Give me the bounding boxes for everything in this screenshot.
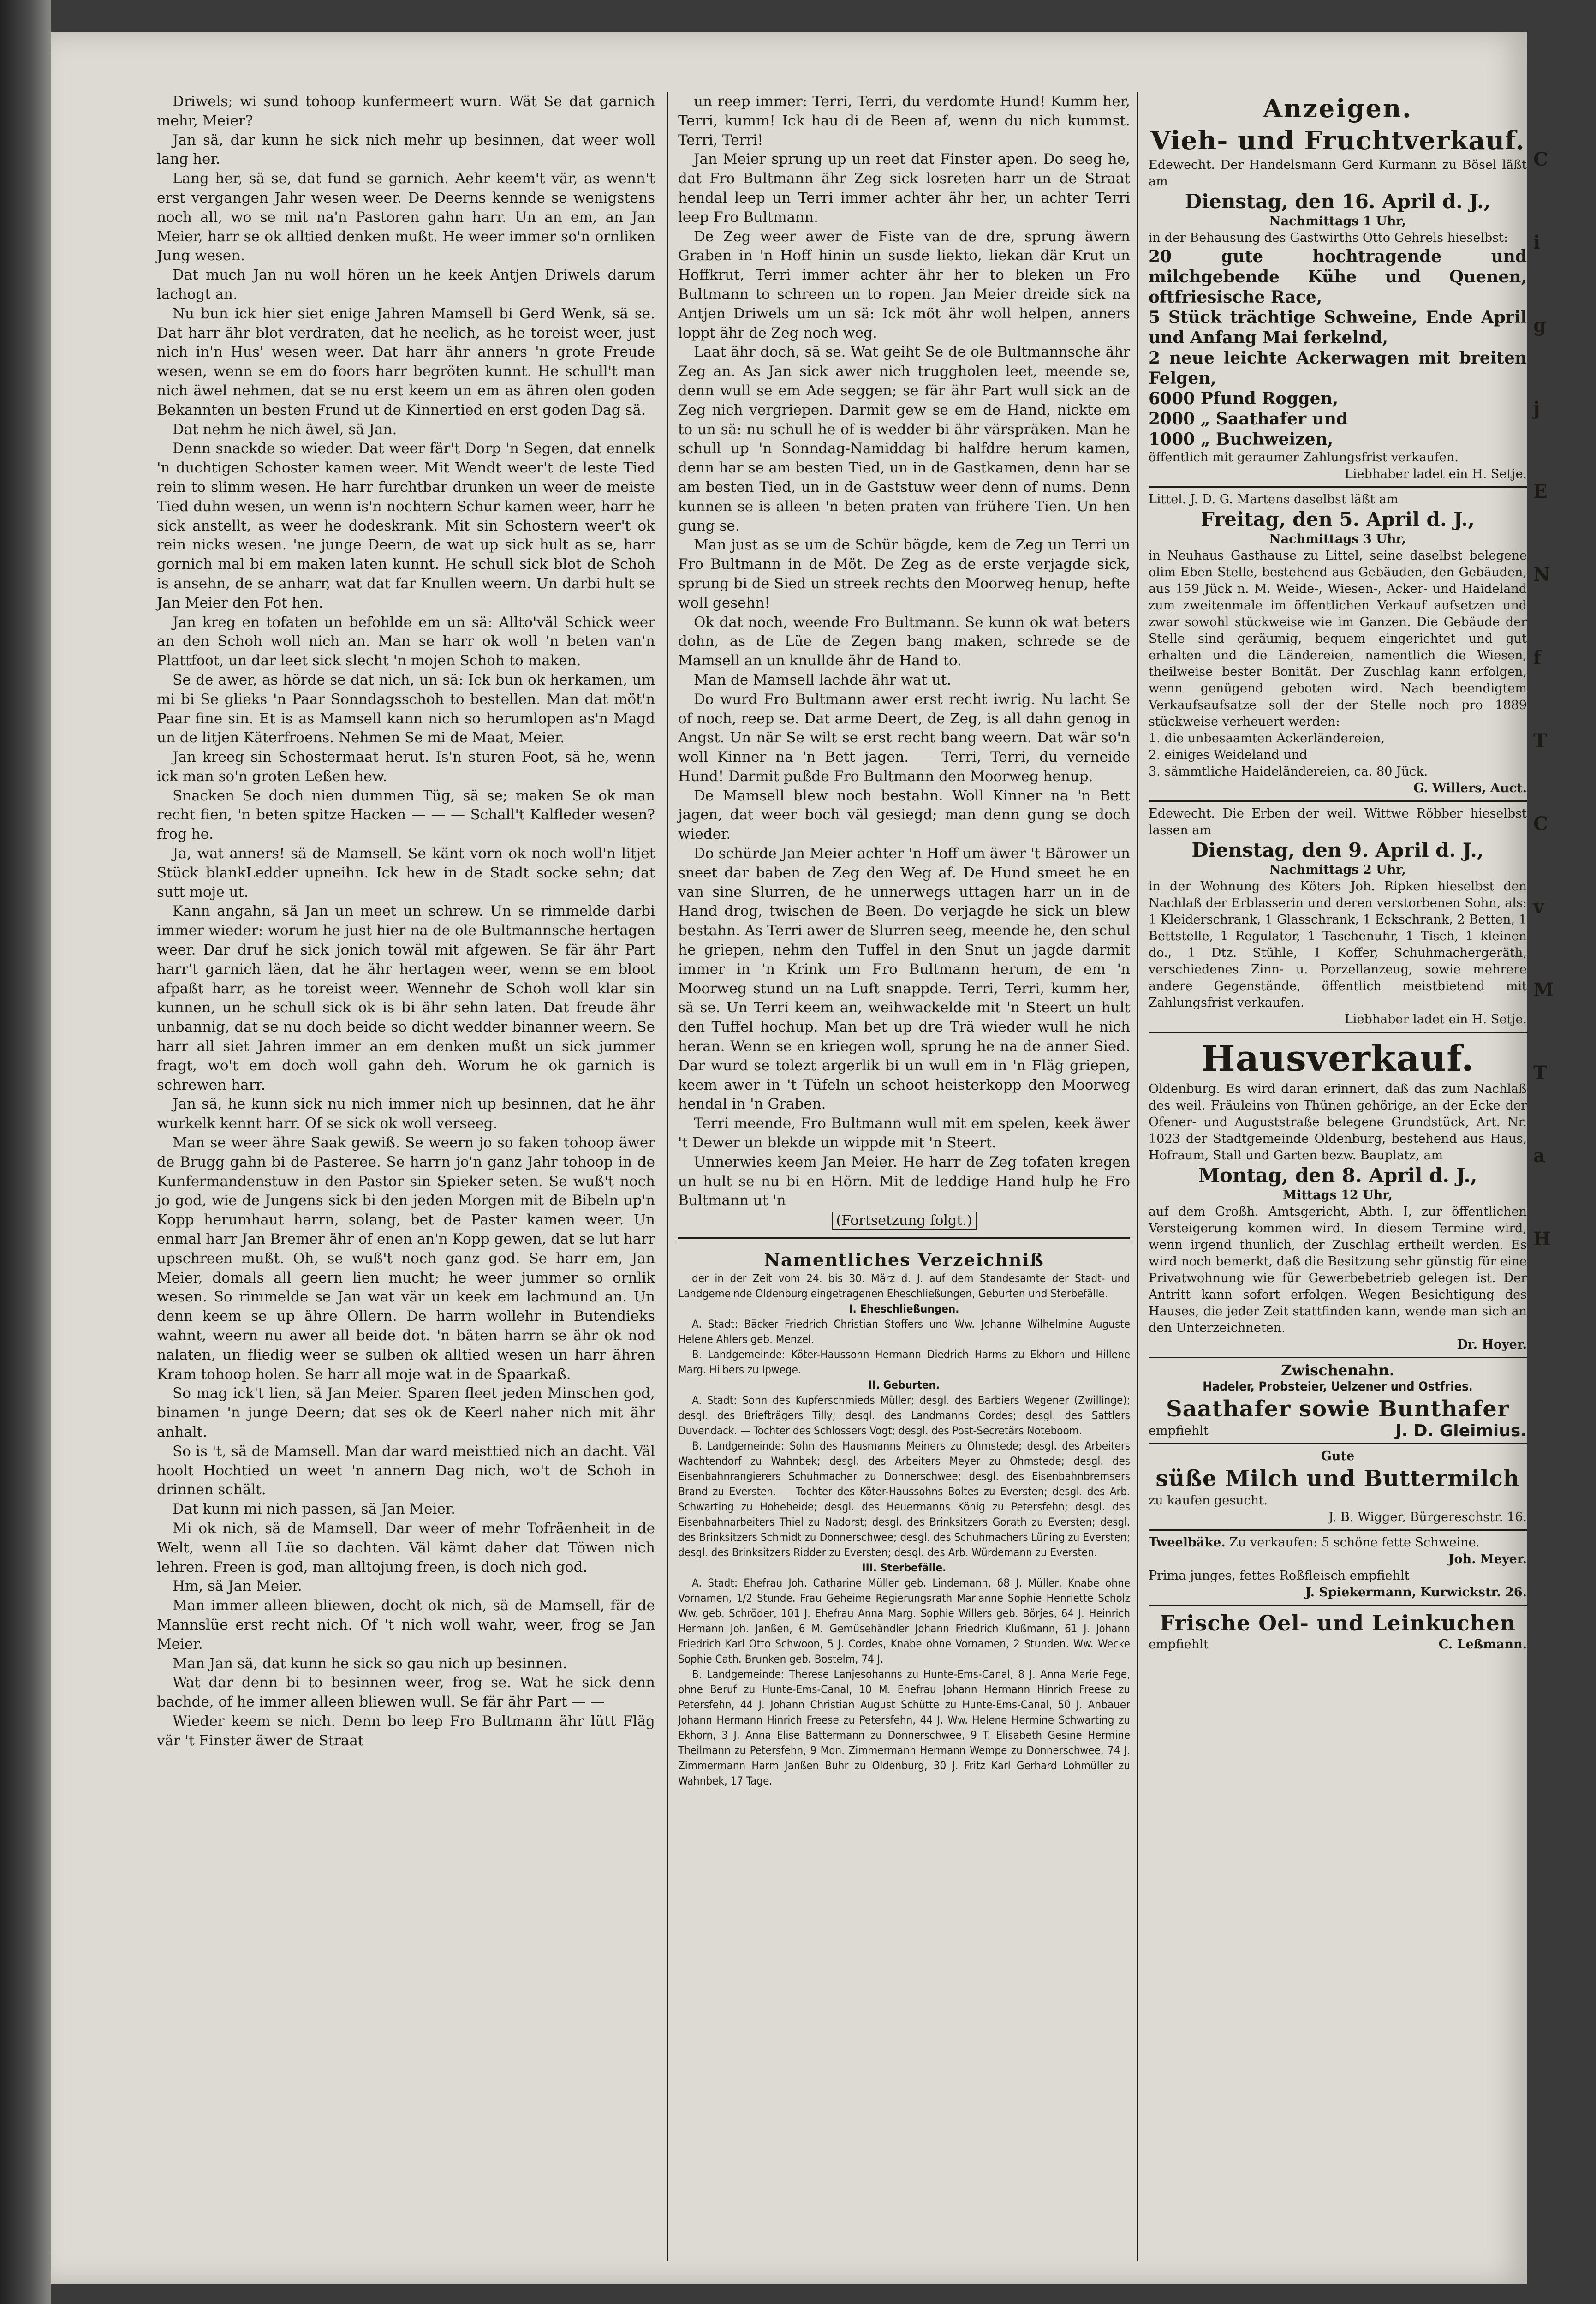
ad-pigs [1149, 1534, 1527, 1568]
ad-pigs-text: Zu verkaufen: 5 schöne fette Schweine. [1229, 1535, 1480, 1550]
column-rule [667, 92, 668, 2261]
ad-estate-auction [1149, 806, 1527, 1028]
ad-oilcake-title: Frische Oel- und Leinkuchen [1159, 1611, 1516, 1635]
ad-horsemeat-body: Prima junges, fettes Roßfleisch empfiehlt [1149, 1569, 1410, 1583]
newspaper-page [51, 32, 1554, 2284]
ad-oats-rec: empfiehlt [1149, 1424, 1209, 1438]
ad-milk-sign: J. B. Wigger, Bürgereschstr. 16. [1328, 1510, 1527, 1524]
edge-fragment: T [1533, 1062, 1547, 1084]
ad-livestock-sign: Liebhaber ladet ein H. Setje. [1344, 467, 1527, 481]
edge-fragment: f [1533, 647, 1542, 669]
ad-separator [1149, 1529, 1527, 1531]
book-gutter [0, 0, 51, 2304]
register-title: Namentliches Verzeichniß [764, 1249, 1044, 1271]
ad-oats [1149, 1362, 1527, 1439]
ad-livestock-item: 2000 „ Saathafer und [1149, 409, 1348, 429]
ad-oilcake-sign: C. Leßmann. [1438, 1637, 1527, 1652]
ad-separator [1149, 1443, 1527, 1444]
ad-pigs-sign: Joh. Meyer. [1448, 1552, 1527, 1566]
story-paragraph: Wieder keem se nich. Denn bo leep Fro Bultmann ähr lütt Fläg vär 't Finster äwer de Straat [157, 1713, 655, 1749]
edge-fragment: C [1533, 149, 1548, 170]
ad-estate-intro: Edewecht. Die Erben der weil. Wittwe Röbber hieselbst lassen am [1149, 806, 1527, 837]
ad-separator [1149, 1357, 1527, 1358]
next-page-edge [1531, 92, 1596, 2261]
ad-house-body2: auf dem Großh. Amtsgericht, Abth. I, zur öffentlichen Versteigerung kommen wird. In diesem Termine wird, wenn irgend thunlich, der Zuschlag ertheilt werden. Es wird noch bemerkt, daß die Besitzung sehr günstig für eine Privatwohnung wie für Gewerbebetrieb gelegen ist. Der Antritt kann sofort erfolgen. Wegen Besichtigung des Hauses, die jeder Zeit stattfinden kann, wende man sich an den Unterzeichneten. [1149, 1205, 1527, 1335]
register-entry: A. Stadt: Sohn des Kupferschmieds Müller; desgl. des Barbiers Wegener (Zwillinge); desgl. des Briefträgers Tilly; desgl. des Landmanns Cordes; desgl. des Sattlers Duvendack. — Tochter des Schlossers Vogt; desgl. des Post-Secretärs Noteboom. [678, 1394, 1130, 1438]
story-paragraph: Ja, wat anners! sä de Mamsell. Se känt vorn ok noch woll'n litjet Stück blankLedder upneihn. Ick hew in de Stadt socke sehn; dat sutt moje ut. [157, 845, 655, 901]
story-column-1 [157, 92, 655, 2261]
story-paragraph: Man just as se um de Schür bögde, kem de Zeg un Terri un Fro Bultmann in de Möt. De Zeg as de erste verjagde sick, sprung bi de Sied un streek rechts den Moorweg henup, hefte woll gesehn! [678, 537, 1130, 611]
story-paragraph: Dat nehm he nich äwel, sä Jan. [173, 421, 397, 438]
story-paragraph: Jan sä, he kunn sick nu nich immer nich up besinnen, dat he ähr wurkelk kennt harr. Of se sick ok woll verseeg. [157, 1096, 655, 1132]
edge-fragment: g [1533, 315, 1546, 336]
story-paragraph: Do wurd Fro Bultmann awer erst recht iwrig. Nu lacht Se of noch, reep se. Dat arme Deert, de Zeg, is all dahn genog in Angst. Un när Se wilt se erst recht bang weern. Dat wär so'n woll Kinner na 'n Bett jagen. — Terri, Terri, du verneide Hund! Darmit pußde Fro Bultmann den Moorweg henup. [678, 691, 1130, 785]
ad-house-date: Montag, den 8. April d. J., [1198, 1164, 1477, 1187]
story-paragraph: Ok dat noch, weende Fro Bultmann. Se kunn ok wat beters dohn, as de Lüe de Zegen bang maken, schrede se de Mamsell an un knullde ähr de Hand to. [678, 614, 1130, 669]
ad-horsemeat-sign: J. Spiekermann, Kurwickstr. 26. [1305, 1585, 1527, 1600]
edge-fragment: H [1533, 1228, 1551, 1250]
ad-oats-sign: J. D. Gleimius. [1395, 1421, 1527, 1440]
ads-heading: Anzeigen. [1263, 94, 1412, 123]
story-paragraph: Laat ähr doch, sä se. Wat geiht Se de ole Bultmannsche ähr Zeg an. As Jan sick awer nich truggholen leet, meende se, denn wull se em Ade seggen; se fär ähr Part wull sick an de Zeg nich vergriepen. Darmit gew se em de Hand, nickte em to un sä: nu schull he of is wedder bi ähr värspräken. Man he schull up 'n Sonndag-Namiddag bi halfdre herum kamen, denn har se am besten Tied, un in de Gastkamen, denn har se am besten Tied, un in de Gaststuw weer denn of nums. Denn kunnen se is alleen 'n beten praten van frühere Tien. Un hen gung se. [678, 344, 1130, 534]
register-intro: der in der Zeit vom 24. bis 30. März d. J. auf dem Standesamte der Stadt- und Landgemeinde Oldenburg eingetragenen Eheschließungen, Geburten und Sterbefälle. [678, 1272, 1130, 1301]
ad-separator [1149, 1032, 1527, 1033]
register-entry: B. Landgemeinde: Therese Lanjesohanns zu Hunte-Ems-Canal, 8 J. Anna Marie Fege, ohne Beruf zu Hunte-Ems-Canal, 10 M. Ehefrau Johann Hermann Hinrich Freese zu Petersfehn, 44 J. Johann Christian August Schütte zu Hunte-Ems-Canal, 50 J. Anbauer Johann Hermann Hinrich Freese zu Petersfehn, 44 J. Ww. Helene Hermine Schwarting zu Ekhorn, 3 J. Anna Elise Battermann zu Donnerschwee, 9 T. Elisabeth Gesine Hermine Theilmann zu Petersfehn, 9 Mon. Zimmermann Hermann Wempe zu Donnerschwee, 74 J. Zimmermann Harm Janßen Buhr zu Oldenburg, 30 J. Fritz Karl Gerhard Lohmüller zu Wahnbek, 17 Tage. [678, 1668, 1130, 1788]
story-paragraph: Se de awer, as hörde se dat nich, un sä: Ick bun ok herkamen, um mi bi Se glieks 'n Paar Sonndagsschoh to bestellen. Man dat möt'n Paar fine sin. Et is as Mamsell kann nich so herumlopen as'n Magd un de litjen Käterfroens. Nehmen Se mi de Maat, Meier. [157, 671, 655, 746]
story-paragraph: Man Jan sä, dat kunn he sick so gau nich up besinnen. [173, 1655, 567, 1672]
ad-estate-body: in der Wohnung des Köters Joh. Ripken hieselbst den Nachlaß der Erblasserin und deren verstorbenen Sohn, als: 1 Kleiderschrank, 1 Glasschrank, 1 Eckschrank, 2 Betten, 1 Bettstelle, 1 Regulator, 1 Taschenuhr, 1 Tisch, 1 kleinen do., 1 Dtz. Stühle, 1 Koffer, Schuhmachergeräth, verschiedenes Zinn- u. Porzellanzeug, sowie mehrere andere Gegenstände, öffentlich meistbietend mit Zahlungsfrist verkaufen. [1149, 879, 1527, 1010]
story-paragraph: Dat kunn mi nich passen, sä Jan Meier. [173, 1501, 456, 1518]
story-paragraph: Mi ok nich, sä de Mamsell. Dar weer of mehr Tofräenheit in de Welt, wenn all Lüe so dachten. Väl kämt daher dat Töwen nich lehren. Freen is god, man alltojung freen, is doch nich god. [157, 1520, 655, 1576]
ad-separator [1149, 1605, 1527, 1606]
ad-livestock-items [1149, 246, 1527, 449]
section-divider [678, 1237, 1130, 1239]
story-paragraph: Man immer alleen bliewen, docht ok nich, sä de Mamsell, fär de Mannslüe erst recht nich. Of 't nich woll wahr, weer, frog se Jan Meier. [157, 1597, 655, 1653]
ad-livestock-item: 6000 Pfund Roggen, [1149, 389, 1339, 408]
ad-house-sign: Dr. Hoyer. [1457, 1337, 1527, 1352]
edge-fragment: C [1533, 813, 1548, 835]
column-rule [1137, 92, 1138, 2261]
ad-littel-body: in Neuhaus Gasthause zu Littel, seine daselbst belegene olim Eben Stelle, bestehend aus Gebäuden, den Gebäuden, aus 159 Jück n. M. Weide-, Wiesen-, Acker- und Haideland zum zweitenmale im öffentlichen Verkauf aufsetzen und zwar sowohl stückweise wie im Ganzen. Die Gebäude der Stelle sind geräumig, bequem eingerichtet und gut erhalten und die Ländereien, namentlich die Wiesen, theilweise bester Bonität. Der Zuschlag kann erfolgen, wenn genügend geboten wird. Nach beendigtem Verkaufsaufsatze soll der der Stelle noch pro 1889 stückweise verheuert werden: [1149, 549, 1527, 729]
story-paragraph: Dat much Jan nu woll hören un he keek Antjen Driwels darum lachogt an. [157, 267, 655, 303]
ad-littel-date: Freitag, den 5. April d. J., [1201, 508, 1475, 531]
edge-fragment: E [1533, 481, 1548, 502]
edge-fragment: i [1533, 232, 1541, 253]
ad-littel-list-item: 1. die unbesaamten Ackerländereien, [1149, 731, 1385, 746]
ad-livestock-item: 2 neue leichte Ackerwagen mit breiten Felgen, [1149, 348, 1527, 388]
story-paragraph: De Mamsell blew noch bestahn. Woll Kinner na 'n Bett jagen, dat weer boch väl gesiegd; man denn gung se doch wieder. [678, 787, 1130, 843]
story-paragraph: Kann angahn, sä Jan un meet un schrew. Un se rimmelde darbi immer wieder: worum he just hier na de ole Bultmannsche hertagen weer. Dar druf he sick jonich towäl mit afgewen. Se fär ähr Part harr't garnich läen, dat he ähr hertagen weer, wenn se em bloot afpaßt harr, as he toreist weer. Wennehr de Schoh woll klar sin kunnen, un he schull sick ok is bi ähr sehn laten. Dat freude ähr unbannig, dat se nu doch beide so dicht wedder binanner weern. Se harr all siet Jahren immer an em denken mußt un sick jummer fragt, wo't em doch woll gahn deh. Worum he ok garnich is schrewen harr. [157, 903, 655, 1093]
ad-estate-sign: Liebhaber ladet ein H. Setje. [1344, 1012, 1527, 1027]
ad-house-title: Hausverkauf. [1201, 1038, 1475, 1080]
register-entry: A. Stadt: Ehefrau Joh. Catharine Müller geb. Lindemann, 68 J. Müller, Knabe ohne Vornamen, 1/2 Stunde. Frau Geheime Regierungsrath Marianne Sophie Henriette Scholz Ww. geb. Schröder, 101 J. Ehefrau Anna Marg. Sophie Willers geb. Börjes, 64 J. Heinrich Hermann Joh. Janßen, 6 M. Gemüsehändler Johann Friedrich Klußmann, 61 J. Johann Friedrich Karl Otto Schwoon, 5 J. Cordes, Knabe ohne Vornamen, 2 Stunden. Ww. Wecke Sophie Cath. Brunken geb. Bostelm, 74 J. [678, 1576, 1130, 1666]
ad-oats-title: Saathafer sowie Bunthafer [1166, 1396, 1510, 1422]
register-entry: A. Stadt: Bäcker Friedrich Christian Stoffers und Ww. Johanne Wilhelmine Auguste Helene Ahlers geb. Menzel. [678, 1318, 1130, 1346]
ad-littel-list [1149, 730, 1527, 780]
story-paragraph: un reep immer: Terri, Terri, du verdomte Hund! Kumm her, Terri, kumm! Ick hau di de Been af, wenn du nich kummst. Terri, Terri! [678, 93, 1130, 149]
ad-oats-place: Zwischenahn. [1281, 1361, 1394, 1379]
ad-house-time: Mittags 12 Uhr, [1283, 1188, 1393, 1202]
register-births [678, 1393, 1130, 1560]
story-paragraph: Wat dar denn bi to besinnen weer, frog se. Wat he sick denn bachde, of he immer alleen bliewen wull. Se fär ähr Part — — [157, 1674, 655, 1711]
ad-separator [1149, 800, 1527, 802]
ad-separator [1149, 486, 1527, 488]
story-paragraph: Jan Meier sprung up un reet dat Finster apen. Do seeg he, dat Fro Bultmann ähr Zeg sick losreten harr un de Straat hendal leep un Terri immer achter ähr her, un achter Terri leep Fro Bultmann. [678, 151, 1130, 226]
ad-oilcake [1149, 1610, 1527, 1653]
register-entry: B. Landgemeinde: Sohn des Hausmanns Meiners zu Ohmstede; desgl. des Arbeiters Wachtendorf zu Wahnbek; desgl. des Arbeiters Meyer zu Ohmstede; desgl. des Eisenbahnrangierers Schuhmacher zu Donnerschwee; desgl. des Eisenbahnbremsers Brand zu Eversten. — Tochter des Köter-Haussohns Boltes zu Eversten; desgl. des Arb. Schwarting zu Hoheheide; desgl. des Heuermanns König zu Petersfehn; desgl. des Eisenbahnarbeiters Thiel zu Nadorst; desgl. des Brinksitzers Gorath zu Eversten; desgl. des Brinksitzers Schmidt zu Donnerschwee; desgl. des Schuhmachers Lüning zu Eversten; desgl. des Brinksitzers Ridder zu Eversten; desgl. des Arb. Würdemann zu Eversten. [678, 1439, 1130, 1559]
ad-livestock-date: Dienstag, den 16. April d. J., [1185, 190, 1491, 213]
story-paragraph: Jan kreg en tofaten un befohlde em un sä: Allto'väl Schick weer an den Schoh woll nich an. Man se harr ok woll 'n beten van'n Plattfoot, un dar leet sick slecht 'n mojen Schoh to maken. [157, 614, 655, 669]
edge-fragment: M [1533, 979, 1554, 1001]
ad-estate-time: Nachmittags 2 Uhr, [1269, 863, 1406, 877]
ad-littel-intro: Littel. J. D. G. Martens daselbst läßt am [1149, 492, 1399, 507]
register-deaths [678, 1576, 1130, 1789]
ad-oilcake-rec: empfiehlt [1149, 1637, 1209, 1652]
ad-estate-date: Dienstag, den 9. April d. J., [1191, 839, 1484, 861]
ad-livestock-item: 20 gute hochtragende und milchgebende Kühe und Quenen, oftfriesische Race, [1149, 247, 1527, 307]
ad-livestock-item: 1000 „ Buchweizen, [1149, 430, 1334, 449]
story-paragraph: Terri meende, Fro Bultmann wull mit em spelen, keek äwer 't Dewer un blekde un wippde mit 'n Steert. [678, 1115, 1130, 1152]
story-paragraph: Driwels; wi sund tohoop kunfermeert wurn. Wät Se dat garnich mehr, Meier? [157, 93, 655, 129]
ad-livestock-item: 5 Stück trächtige Schweine, Ende April und Anfang Mai ferkelnd, [1149, 308, 1527, 347]
register-heading-deaths: III. Sterbefälle. [862, 1561, 947, 1575]
register-heading-marriages: I. Eheschließungen. [849, 1302, 959, 1316]
register-body [678, 1271, 1130, 1789]
story-paragraph: De Zeg weer awer de Fiste van de dre, sprung äwern Graben in 'n Hoff hinin un susde liekto, liekan där Krut un Hoffkrut, Terri immer achter ähr her to bleken un Fro Bultmann to schreen un to ropen. Jan Meier dreide sick na Antjen Driwels um un sä: Ick möt ähr woll helpen, anners loppt ähr de Zeg noch weg. [678, 228, 1130, 341]
story-continuation [678, 92, 1130, 1211]
continuation-note: (Fortsetzung folgt.) [678, 1212, 1130, 1229]
ad-littel-time: Nachmittags 3 Uhr, [1269, 532, 1406, 546]
story-paragraph: Jan sä, dar kunn he sick nich mehr up besinnen, dat weer woll lang her. [157, 131, 655, 168]
ad-livestock-sale [1149, 125, 1527, 483]
ad-milk-top: Gute [1321, 1449, 1355, 1463]
story-paragraph: Man se weer ähre Saak gewiß. Se weern jo so faken tohoop äwer de Brugg gahn bi de Pasteree. Se harrn jo'n ganz Jahr tohoop in de Kunfermandenstuw in den Pastor sin Spieker seten. Se wuß't noch jo god, wie de Jungens sick bi den jeden Morgen mit de Bibeln up'n Kopp herumhaut harrn, solang, bet de Paster kamen weer. Un enmal harr Jan Bremer ähr of enen an'n Kopp gewen, dat se lut harr upschreen mußt. Oh, se wuß't noch ganz god. Se harr em, Jan Meier, domals all geern lien mucht; he weer jummer so ornlik wesen. So rimmelde se Jan wat vär un keek em lachmund an. Un denn keem se up ähre Ollern. De harrn wollehr in Butendieks wahnt, weern nu awer all beide dot. 'n bäten harrn se ähr ok nod nalaten, un fliedig weer se sulben ok alltied wesen un harr ähren Kram tohoop holen. Se harr all moje wat in de Spaarkaß. [157, 1134, 655, 1383]
edge-fragment: T [1533, 730, 1547, 752]
story-paragraph: So is 't, sä de Mamsell. Man dar ward meisttied nich an dacht. Väl hoolt Hochtied un weet 'n annern Dag nich, wo't de Schoh in drinnen schält. [157, 1443, 655, 1498]
ad-livestock-time: Nachmittags 1 Uhr, [1269, 214, 1406, 228]
ad-milk-title: süße Milch und Buttermilch [1155, 1466, 1520, 1492]
ad-milk-body: zu kaufen gesucht. [1149, 1493, 1268, 1508]
story-paragraph: Jan kreeg sin Schostermaat herut. Is'n sturen Foot, sä he, wenn ick man so'n groten Leßen hew. [157, 749, 655, 785]
ad-livestock-terms: öffentlich mit geraumer Zahlungsfrist verkaufen. [1149, 450, 1459, 465]
story-column-2 [678, 92, 1130, 2261]
ad-littel-list-item: 3. sämmtliche Haideländereien, ca. 80 Jück. [1149, 764, 1428, 779]
advertisement-column [1149, 92, 1527, 2261]
story-paragraph: Hm, sä Jan Meier. [173, 1578, 302, 1595]
story-paragraph: Lang her, sä se, dat fund se garnich. Aehr keem't vär, as wenn't erst vergangen Jahr wesen weer. De Deerns kennde se wenigstens noch all, wo se mit na'n Pastoren gahn harr. Un an em, an Jan Meier, harr se ok alltied denken mußt. He weer immer so'n ornliken Jung wesen. [157, 170, 655, 264]
edge-fragment: j [1533, 398, 1540, 419]
ad-oats-line: Hadeler, Probsteier, Uelzener und Ostfries. [1203, 1379, 1473, 1394]
ad-house-sale [1149, 1037, 1527, 1353]
ad-livestock-title: Vieh- und Fruchtverkauf. [1150, 125, 1525, 156]
story-paragraph: Denn snackde so wieder. Dat weer fär't Dorp 'n Segen, dat ennelk 'n duchtigen Schoster kamen weer. Mit Wendt weer't de leste Tied rein to slimm wesen. He harr furchtbar drunken un weer de meiste Tied duhn wesen, un wenn is'n nochtern Schur kamen weer, harr he sick anstellt, as weer he dodeskrank. Mit sin Schostern weer't ok rein nicks wesen. 'ne junge Deern, de wat up sick hult as se, harr gornich mal bi em maken laten kunnt. He schull sick blot de Schoh is ansehn, de se anharr, wat dat far Knullen weern. Un darbi hult se Jan Meier den Fot hen. [157, 440, 655, 611]
register-entry: B. Landgemeinde: Köter-Haussohn Hermann Diedrich Harms zu Ekhorn und Hillene Marg. Hilbers zu Ipwege. [678, 1348, 1130, 1377]
ad-property-littel [1149, 491, 1527, 797]
ad-pigs-place: Tweelbäke. [1149, 1535, 1226, 1550]
register-section [678, 1249, 1130, 1789]
ad-milk [1149, 1448, 1527, 1526]
register-heading-births: II. Geburten. [868, 1379, 940, 1392]
edge-fragment: v [1533, 896, 1544, 918]
ad-house-body: Oldenburg. Es wird daran erinnert, daß das zum Nachlaß des weil. Fräuleins von Thünen gehörige, an der Ecke der Ofener- und Auguststraße belegene Grundstück, Art. Nr. 1023 der Stadtgemeinde Oldenburg, bestehend aus Haus, Hofraum, Stall und Garten bezw. Bauplatz, am [1149, 1082, 1527, 1163]
story-paragraph: Snacken Se doch nien dummen Tüg, sä se; maken Se ok man recht fien, 'n beten spitze Hacken — — — Schall't Kalfleder wesen? frog he. [157, 787, 655, 843]
ad-littel-sign: G. Willers, Auct. [1413, 781, 1527, 795]
ad-livestock-place: in der Behausung des Gastwirths Otto Gehrels hieselbst: [1149, 231, 1508, 245]
story-paragraph: Do schürde Jan Meier achter 'n Hoff um äwer 't Bärower un sneet dar baben de Zeg den Weg af. De Hund smeet he en van sine Slurren, de he unnerwegs uttagen harr un in de Hand drog, twischen de Been. Do verjagde he sick un blew bestahn. As Terri awer de Slurren seeg, meende he, den schul he griepen, nehm den Tuffel in den Snut un jagde darmit immer in 'n Krink um Fro Bultmann herum, de em 'n Moorweg stund un na Luft snappde. Terri, Terri, kumm her, sä se. Un Terri keem an, weihwackelde mit 'n Steert un hult den Tuffel hochup. Man bet up dre Trä wieder wull he nich heran. Wenn se en kriegen woll, sprung he na de anner Sied. Dar wurd se tolezt argerlik bi un wull em in 'n Fläg griepen, keem awer in 't Tüfeln un schoot heisterkopp den Moorweg hendal in 'n Graben. [678, 845, 1130, 1113]
register-marriages [678, 1317, 1130, 1378]
ad-littel-list-item: 2. einiges Weideland und [1149, 748, 1308, 762]
ad-horsemeat [1149, 1568, 1527, 1601]
ad-livestock-intro: Edewecht. Der Handelsmann Gerd Kurmann zu Bösel läßt am [1149, 158, 1527, 189]
edge-fragment: N [1533, 564, 1550, 585]
edge-fragment: a [1533, 1145, 1545, 1167]
story-paragraph: Nu bun ick hier siet enige Jahren Mamsell bi Gerd Wenk, sä se. Dat harr ähr blot verdraten, dat he neelich, as he toreist weer, just nich in'n Hus' wesen weer. Dat harr ähr anners 'n grote Freude wesen, wenn se em do foors harr begröten kunnt. He schull't man nich äwel nehmen, dat se nu erst keem un em as ähren olen goden Bekannten un besten Frund ut de Kinnertied en erst goden Dag sä. [157, 305, 655, 418]
story-paragraph: Unnerwies keem Jan Meier. He harr de Zeg tofaten kregen un hult se nu bi en Hörn. Mit de leddige Hand hulp he Fro Bultmann ut 'n [678, 1153, 1130, 1209]
story-paragraph: So mag ick't lien, sä Jan Meier. Sparen fleet jeden Minschen god, binamen 'n junge Deern; dat ses ok de Keerl naher nich mit ähr anhalt. [157, 1385, 655, 1440]
story-paragraph: Man de Mamsell lachde ähr wat ut. [694, 671, 952, 688]
